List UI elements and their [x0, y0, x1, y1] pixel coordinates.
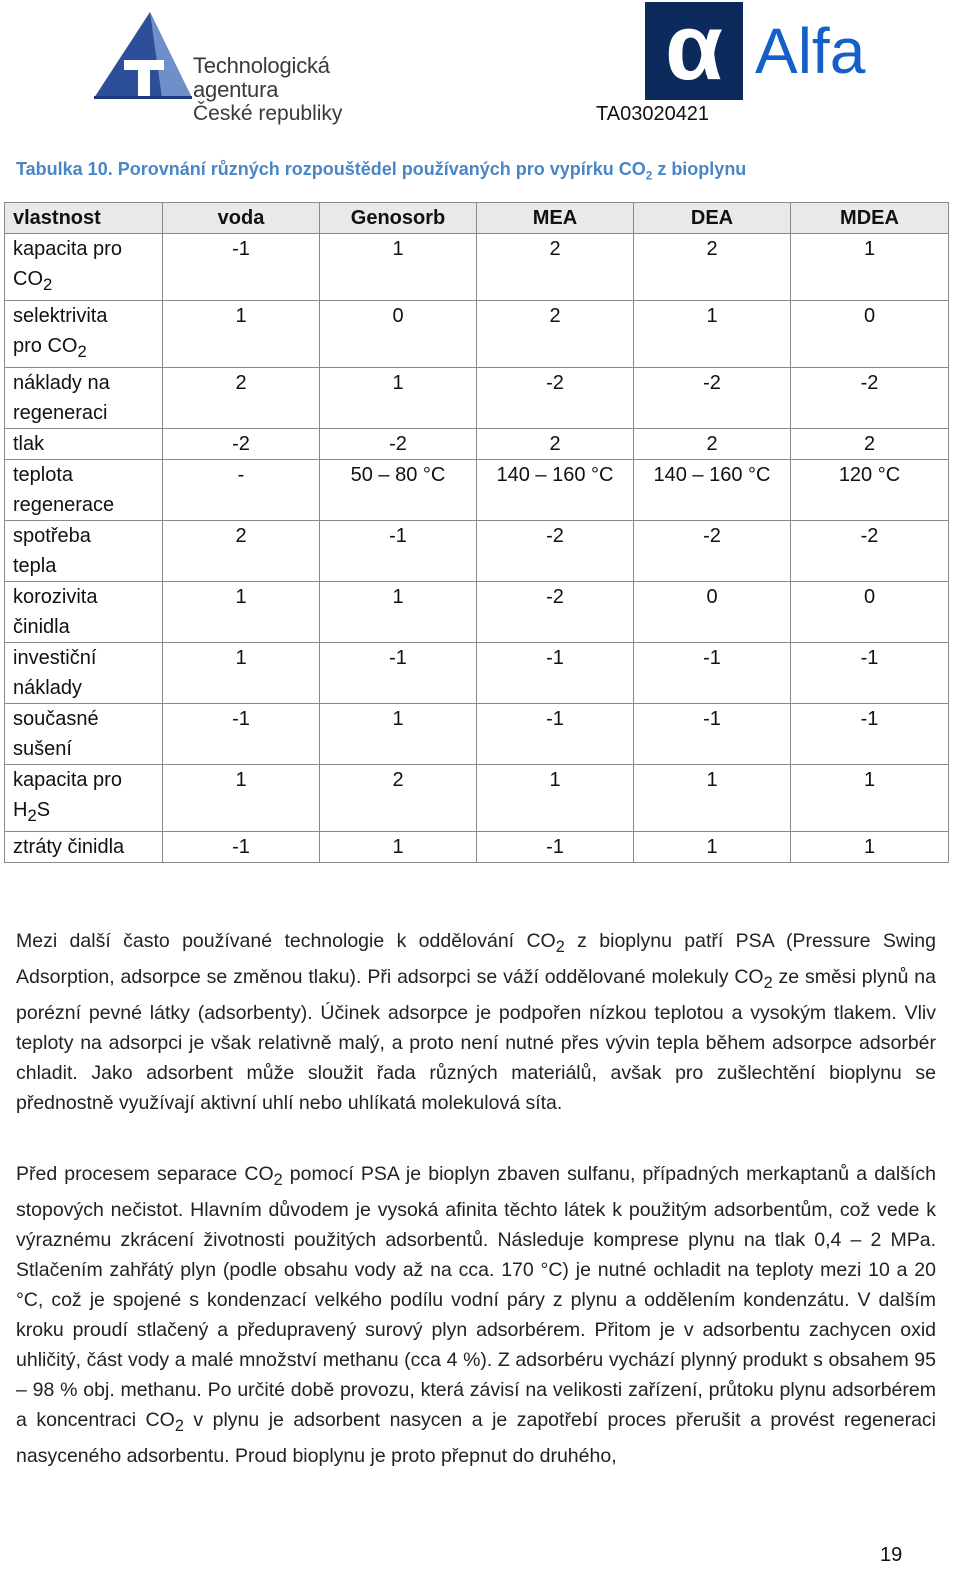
row-label-line2: regeneraci	[13, 402, 108, 424]
tacr-name-line1: Technologická agentura	[193, 53, 330, 102]
table-caption	[16, 159, 746, 183]
row-label-line2: CO	[13, 268, 43, 290]
cell-dea: 0	[634, 582, 791, 643]
header-genosorb: Genosorb	[320, 203, 477, 234]
header-dea: DEA	[634, 203, 791, 234]
row-label-subscript: 2	[43, 275, 53, 294]
row-label-line1: selektrivita	[13, 305, 108, 327]
cell-mdea: 2	[791, 429, 949, 460]
row-label-subscript: 2	[77, 342, 87, 361]
cell-genosorb: -1	[320, 643, 477, 704]
caption-suffix: z bioplynu	[652, 159, 747, 179]
page-header	[0, 0, 960, 135]
table-row	[5, 704, 949, 765]
cell-genosorb: 2	[320, 765, 477, 832]
cell-mea: 2	[477, 234, 634, 301]
cell-mea: 140 – 160 °C	[477, 460, 634, 521]
solvent-comparison-table	[4, 202, 949, 863]
table-row	[5, 643, 949, 704]
cell-mdea: 0	[791, 582, 949, 643]
cell-mea: -1	[477, 704, 634, 765]
table-row	[5, 765, 949, 832]
table-body	[5, 234, 949, 863]
tacr-logo	[88, 8, 418, 125]
table-row	[5, 460, 949, 521]
header-vlastnost: vlastnost	[5, 203, 163, 234]
page-number: 19	[880, 1544, 903, 1566]
cell-dea: -2	[634, 368, 791, 429]
row-label	[5, 234, 163, 301]
table-row	[5, 234, 949, 301]
table-row	[5, 521, 949, 582]
cell-voda: 1	[163, 643, 320, 704]
row-label-line2-post: S	[36, 799, 51, 821]
row-label	[5, 460, 163, 521]
row-label	[5, 643, 163, 704]
cell-voda: -	[163, 460, 320, 521]
table-header-row	[5, 203, 949, 234]
table-row	[5, 301, 949, 368]
cell-mea: -2	[477, 368, 634, 429]
tacr-triangle-icon	[88, 8, 198, 103]
cell-voda: -1	[163, 832, 320, 863]
row-label-line2: regenerace	[13, 494, 115, 516]
row-label	[5, 582, 163, 643]
cell-dea: 2	[634, 234, 791, 301]
row-label-line1: kapacita pro	[13, 238, 122, 260]
row-label-line1: teplota	[13, 464, 74, 486]
row-label-line1: investiční	[13, 647, 97, 669]
para-text: ze směsi plynů na porézní pevné látky (adsorbenty). Účinek adsorpce je podpořen nízkou teplotou a vysokým tlakem. Vliv teploty na adsorpci je však relativně malý, a proto není nutné přes vývin tepla během adsorpce adsorbér chladit. Jako adsorbent může sloužit řada různých materiálů, avšak pro zušlechtění bioplynu se přednostně využívají aktivní uhlí nebo uhlíkatá molekulová síta.	[16, 965, 936, 1114]
cell-voda: 1	[163, 582, 320, 643]
cell-mdea: -2	[791, 368, 949, 429]
cell-voda: 1	[163, 765, 320, 832]
cell-mdea: -1	[791, 704, 949, 765]
cell-genosorb: 1	[320, 704, 477, 765]
row-label	[5, 765, 163, 832]
cell-genosorb: 1	[320, 368, 477, 429]
caption-prefix: Tabulka 10. Porovnání různých rozpouštědel používaných pro vypírku CO	[16, 159, 646, 179]
para-subscript: 2	[763, 973, 773, 992]
cell-genosorb: -1	[320, 521, 477, 582]
row-label: tlak	[5, 429, 163, 460]
row-label-line1: kapacita pro	[13, 769, 122, 791]
cell-genosorb: 1	[320, 234, 477, 301]
cell-mdea: 1	[791, 765, 949, 832]
row-label-line2: činidla	[13, 616, 70, 638]
cell-voda: 1	[163, 301, 320, 368]
project-code: TA03020421	[596, 103, 710, 125]
cell-genosorb: 1	[320, 832, 477, 863]
cell-genosorb: 0	[320, 301, 477, 368]
row-label	[5, 521, 163, 582]
row-label-line1: současné	[13, 708, 99, 730]
cell-dea: 1	[634, 765, 791, 832]
cell-dea: -1	[634, 643, 791, 704]
cell-voda: 2	[163, 521, 320, 582]
cell-genosorb: 50 – 80 °C	[320, 460, 477, 521]
cell-mea: 1	[477, 765, 634, 832]
paragraph-psa-intro	[16, 926, 936, 1118]
cell-mdea: 1	[791, 234, 949, 301]
header-mdea: MDEA	[791, 203, 949, 234]
cell-voda: -1	[163, 234, 320, 301]
cell-dea: 140 – 160 °C	[634, 460, 791, 521]
row-label	[5, 368, 163, 429]
cell-mea: -2	[477, 582, 634, 643]
cell-dea: 2	[634, 429, 791, 460]
para-text: v plynu je adsorbent nasycen a je zapotřebí proces přerušit a provést regeneraci nasyceného adsorbentu. Proud bioplynu je proto přepnut do druhého,	[16, 1408, 936, 1467]
table-row	[5, 368, 949, 429]
cell-mdea: 0	[791, 301, 949, 368]
para-text: pomocí PSA je bioplyn zbaven sulfanu, případných merkaptanů a dalších stopových nečistot. Hlavním důvodem je vysoká afinita těchto látek k použitým adsorbentům, což vede k výraznému zkrácení životnosti použitých adsorbentů. Následuje komprese plynu na tlak 0,4 – 2 MPa. Stlačením zahřátý plyn (podle obsahu vody až na cca. 170 °C) je nutné ochladit na teploty mezi 10 a 20 °C, což je spojené s kondenzací velkého podílu vodní páry z plynu a oddělením kondenzátu. V dalším kroku proudí stlačený a předupravený surový plyn adsorbérem. Přitom je v adsorbentu zachycen oxid uhličitý, část vody a malé množství methanu (cca 4 %). Z adsorbéru vychází plynný produkt s obsahem 95 – 98 % obj. methanu. Po určité době provozu, která závisí na velikosti zařízení, průtoku plynu adsorbérem a koncentraci CO	[16, 1163, 936, 1431]
row-label	[5, 301, 163, 368]
cell-mea: 2	[477, 429, 634, 460]
table-row	[5, 832, 949, 863]
cell-dea: -2	[634, 521, 791, 582]
cell-voda: -1	[163, 704, 320, 765]
table-row	[5, 582, 949, 643]
cell-dea: -1	[634, 704, 791, 765]
row-label-line2: sušení	[13, 738, 72, 760]
cell-genosorb: -2	[320, 429, 477, 460]
row-label-subscript: 2	[27, 806, 37, 825]
row-label-line2: tepla	[13, 555, 57, 577]
cell-mea: -2	[477, 521, 634, 582]
header-mea: MEA	[477, 203, 634, 234]
table-row	[5, 429, 949, 460]
cell-mea: -1	[477, 643, 634, 704]
alfa-wordmark: Alfa	[755, 15, 866, 87]
header-voda: voda	[163, 203, 320, 234]
row-label-line2: náklady	[13, 677, 82, 699]
cell-mdea: -2	[791, 521, 949, 582]
paragraph-psa-process	[16, 1159, 936, 1471]
cell-genosorb: 1	[320, 582, 477, 643]
caption-subscript: 2	[645, 169, 653, 183]
cell-voda: 2	[163, 368, 320, 429]
para-subscript: 2	[555, 937, 565, 956]
para-text: z bioplynu patří PSA (Pressure Swing Adsorption, adsorpce se změnou tlaku). Při adsorpci se váží oddělované molekuly CO	[16, 930, 936, 988]
row-label-line1: spotřeba	[13, 525, 91, 547]
tacr-name-line2: České republiky	[193, 102, 343, 125]
para-text: Před procesem separace CO	[16, 1163, 274, 1185]
alfa-glyph: α	[665, 0, 723, 99]
cell-mea: -1	[477, 832, 634, 863]
para-text: Mezi další často používané technologie k oddělování CO	[16, 930, 556, 952]
para-subscript: 2	[174, 1416, 184, 1435]
table-header	[5, 203, 949, 234]
cell-mdea: 120 °C	[791, 460, 949, 521]
row-label-line1: náklady na	[13, 372, 110, 394]
alfa-logo	[645, 2, 875, 100]
cell-mdea: 1	[791, 832, 949, 863]
row-label-line1: korozivita	[13, 586, 98, 608]
row-label-line2: pro CO	[13, 335, 78, 357]
row-label-line2: H	[13, 799, 28, 821]
cell-voda: -2	[163, 429, 320, 460]
cell-mdea: -1	[791, 643, 949, 704]
row-label	[5, 704, 163, 765]
para-subscript: 2	[273, 1170, 283, 1189]
cell-dea: 1	[634, 301, 791, 368]
row-label: ztráty činidla	[5, 832, 163, 863]
cell-dea: 1	[634, 832, 791, 863]
cell-mea: 2	[477, 301, 634, 368]
